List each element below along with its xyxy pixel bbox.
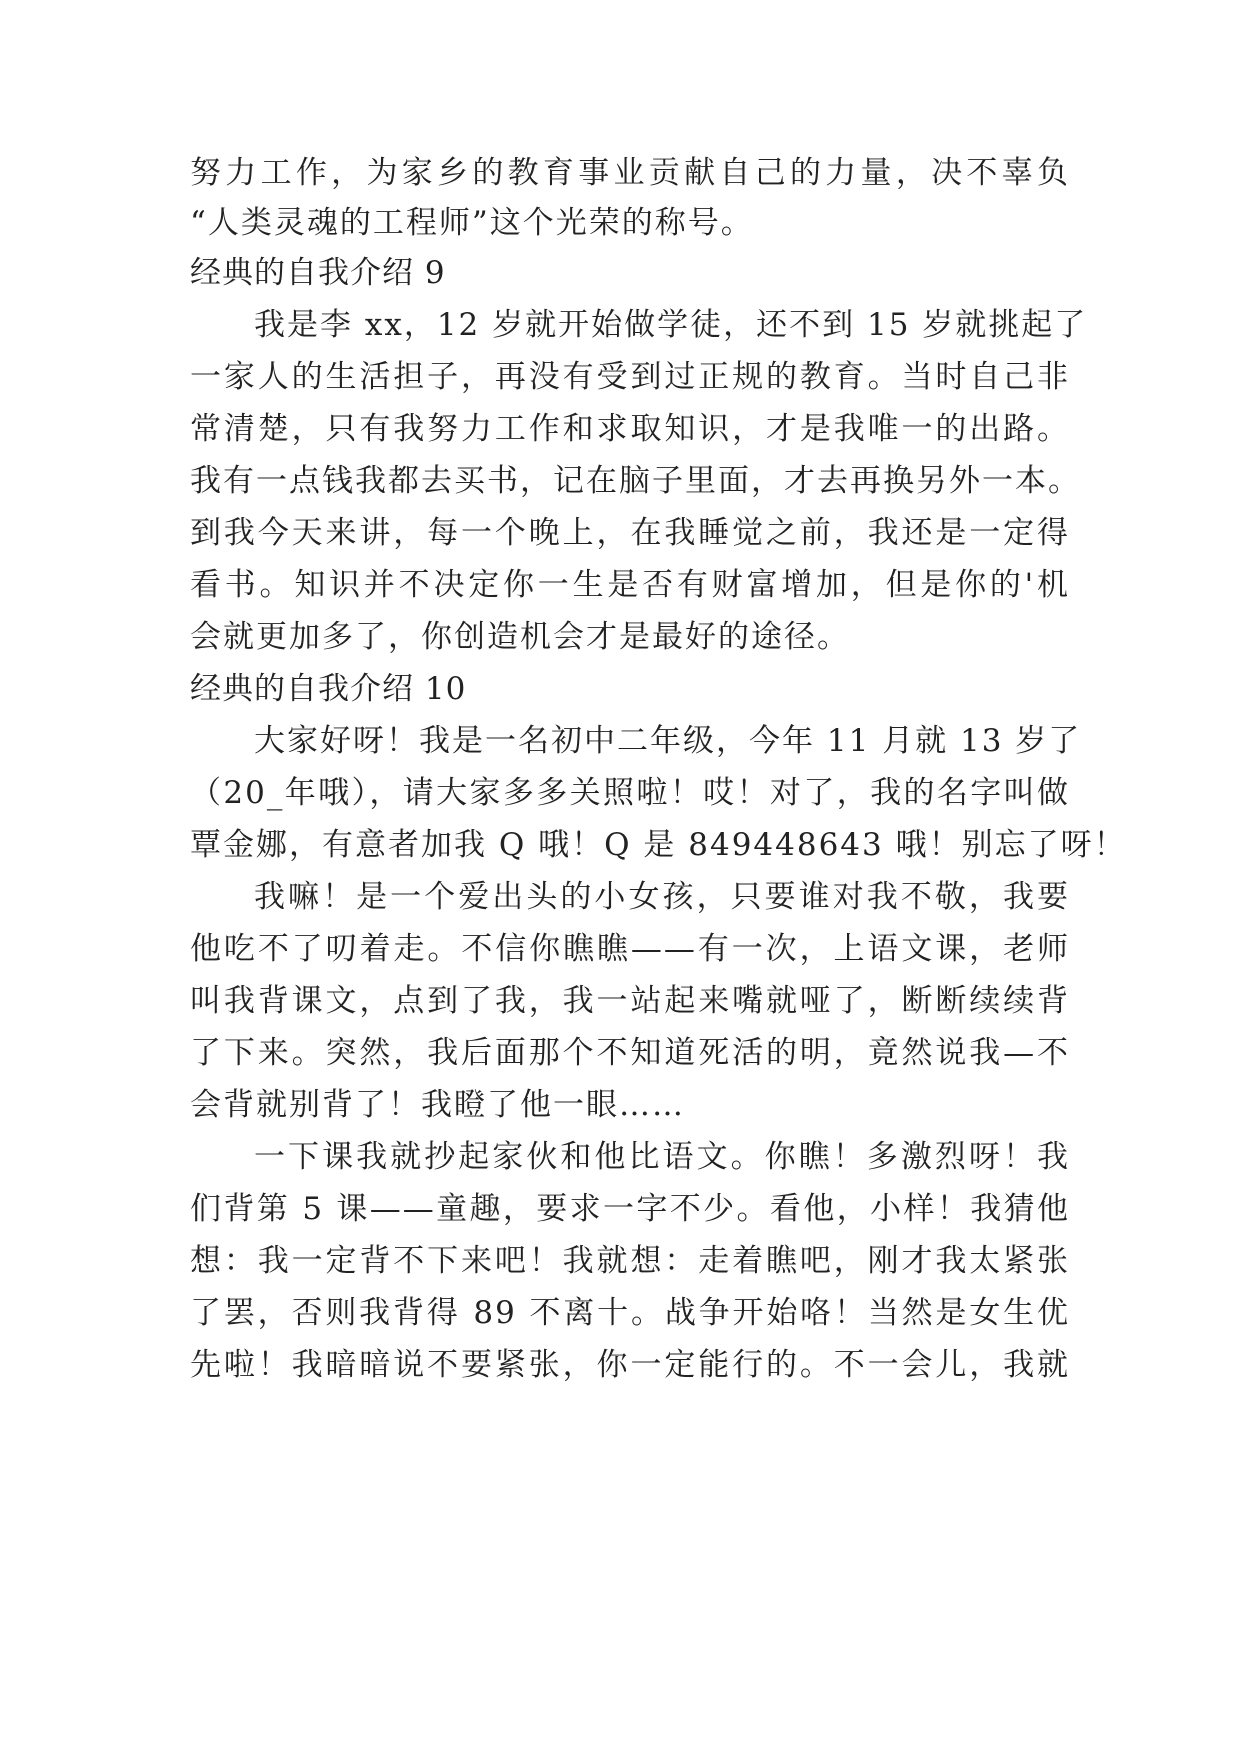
paragraph-line: 想：我一定背不下来吧！我就想：走着瞧吧，刚才我太紧张 [190, 1243, 1070, 1279]
paragraph-line: 我是李 xx，12 岁就开始做学徒，还不到 15 岁就挑起了 [254, 307, 1088, 343]
paragraph-line: 我有一点钱我都去买书，记在脑子里面，才去再换另外一本。 [190, 463, 1081, 499]
paragraph-line: 了罢，否则我背得 89 不离十。战争开始咯！当然是女生优 [190, 1295, 1070, 1331]
paragraph-line: 先啦！我暗暗说不要紧张，你一定能行的。不一会儿，我就 [190, 1347, 1070, 1383]
paragraph-line: （20_年哦），请大家多多关照啦！哎！对了，我的名字叫做 [190, 775, 1070, 811]
paragraph-line: “人类灵魂的工程师”这个光荣的称号。 [190, 205, 754, 241]
section-heading: 经典的自我介绍 9 [190, 255, 446, 291]
paragraph-line: 会背就别背了！我瞪了他一眼…… [190, 1087, 685, 1123]
paragraph-line: 会就更加多了，你创造机会才是最好的途径。 [190, 619, 850, 655]
paragraph-line: 一下课我就抄起家伙和他比语文。你瞧！多激烈呀！我 [254, 1139, 1070, 1175]
paragraph-line: 他吃不了叨着走。不信你瞧瞧——有一次，上语文课，老师 [190, 931, 1070, 967]
paragraph-line: 们背第 5 课——童趣，要求一字不少。看他，小样！我猜他 [190, 1191, 1070, 1227]
paragraph-line: 到我今天来讲，每一个晚上，在我睡觉之前，我还是一定得 [190, 515, 1070, 551]
paragraph-line: 大家好呀！我是一名初中二年级，今年 11 月就 13 岁了 [254, 723, 1082, 759]
section-heading: 经典的自我介绍 10 [190, 671, 467, 707]
paragraph-line: 了下来。突然，我后面那个不知道死活的明，竟然说我—不 [190, 1035, 1070, 1071]
paragraph-line: 覃金娜，有意者加我 Q 哦！Q 是 849448643 哦！别忘了呀！ [190, 827, 1127, 863]
paragraph-line: 叫我背课文，点到了我，我一站起来嘴就哑了，断断续续背 [190, 983, 1070, 1019]
paragraph-line: 一家人的生活担子，再没有受到过正规的教育。当时自己非 [190, 359, 1070, 395]
paragraph-line: 看书。知识并不决定你一生是否有财富增加，但是你的'机 [190, 567, 1070, 603]
paragraph-line: 常清楚，只有我努力工作和求取知识，才是我唯一的出路。 [190, 411, 1070, 447]
paragraph-line: 努力工作，为家乡的教育事业贡献自己的力量，决不辜负 [190, 155, 1070, 191]
paragraph-line: 我嘛！是一个爱出头的小女孩，只要谁对我不敬，我要 [254, 879, 1070, 915]
